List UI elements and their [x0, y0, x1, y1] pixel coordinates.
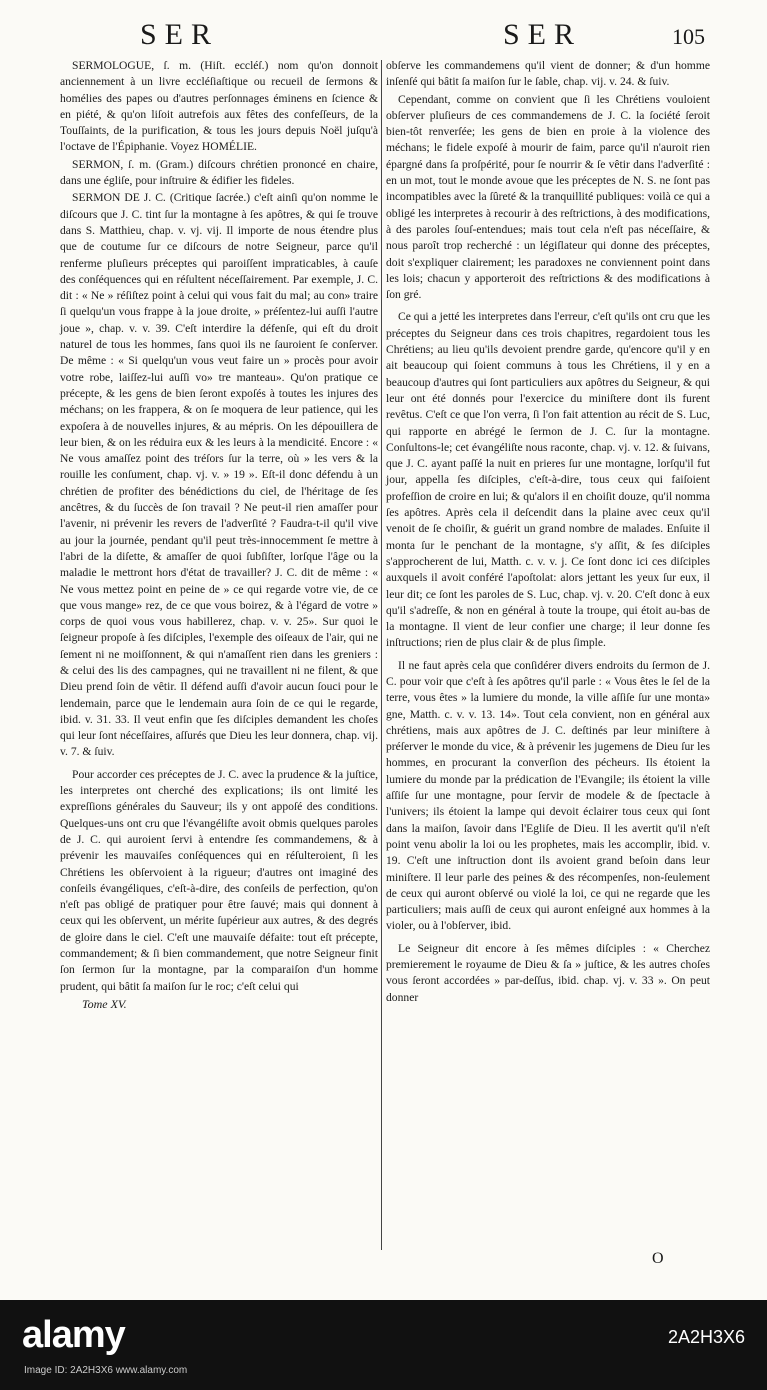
paragraph: Il ne faut après cela que conſidérer divers endroits du ſermon de J. C. pour voir que c'eſt à ſes apôtres qu'il parle : « Vous êtes le ſel de la terre, vous êtes » la lumiere du monde, la ville aſſiſe ſur une monta» gne, Matth. c. v. v. 13. 14». Tout cela convient, non en général aux chrétiens, mais aux apôtres de J. C. deſtinés par leur miniſtere à préſerver le monde du vice, & à prévenir les jugemens de Dieu ſur les hommes, en procurant la converſion des pécheurs. Ils étoient la lumiere du monde par la prédication de l'Evangile; ils étoient la ville aſſiſe ſur une montagne, pour ſervir de modele & de ſpectacle à l'univers; ils étoient la lampe qui devoit éclairer tous ceux qui ſont dans la maiſon, ſavoir dans l'Egliſe de Dieu. Il les avertit qu'il n'eſt point venu abolir la loi ou les prophetes, mais les accomplir, ibid. v. 19. C'eſt une inſtruction dont ils avoient grand beſoin dans leur miniſtere. Il leur parle des peines & des récompenſes, non-ſeulement de ceux qui auront obſervé ou violé la loi, ce qui ne regarde que les particuliers; mais auſſi de ceux qui auront enſeigné aux hommes à la violer, ou à l'obſerver, ibid. [386, 658, 710, 933]
image-code: 2A2H3X6 [667, 1327, 745, 1347]
paragraph: Cependant, comme on convient que ſi les Chrétiens vouloient obſerver pluſieurs de ces commandemens de J. C. la ſociété ſeroit bien-tôt renverſée; les gens de bien en proie à la violence des méchans; le fidele expoſé à mourir de faim, parce qu'il n'auroit rien épargné dans ſa proſpérité, pour ſe nourrir & ſe vêtir dans l'adverſité : en un mot, tout le monde avoue que les préceptes de N. S. ne ſont pas incompatibles avec la ſûreté & la tranquillité publiques: voilà ce qui a obligé les interpretes à recourir à des reſtrictions, à des modifications, à des paroles ſouſ-entendues; mais tout cela n'eſt pas néceſſaire, & nous paroît trop recherché : un légiſlateur qui donne des préceptes, doit s'expliquer clairement; les paradoxes ne conviennent point dans les lois; chacun y apporteroit des reſtrictions & des modifications à ſon gré. [386, 92, 710, 302]
paragraph-continued: obſerve les commandemens qu'il vient de donner; & d'un homme inſenſé qui bâtit ſa maiſon ſur le ſable, chap. vij. v. 24. & ſuiv. [386, 59, 710, 89]
column-divider [381, 60, 382, 1250]
left-column [60, 58, 378, 1012]
volume-signature: Tome XV. [82, 996, 127, 1011]
entry-sermologue: SERMOLOGUE, ſ. m. (Hiſt. eccléſ.) nom qu'on donnoit anciennement à un livre eccléſiaſtique ou recueil de ſermons & homélies des papes ou d'autres perſonnages éminens en ſcience & en piété, & qu'on liſoit autrefois aux fêtes des confeſſeurs, de la Touſſaints, de la purification, & tous les jours depuis Noël juſqu'à l'octave de l'Épiphanie. Voyez HOMÉLIE. [60, 59, 378, 154]
page-number: 105 [672, 24, 705, 49]
paragraph: Le Seigneur dit encore à ſes mêmes diſciples : « Cherchez premierement le royaume de Dieu & ſa » juſtice, & les autres choſes vous ſeront accordées » par-deſſus, ibid. chap. vj. v. 33 ». On peut donner [386, 941, 710, 1004]
entry-sermon: SERMON, ſ. m. (Gram.) diſcours chrétien prononcé en chaire, dans une égliſe, pour inſtruire & édifier les fideles. [60, 157, 378, 188]
image-id-line: Image ID: 2A2H3X6 www.alamy.com [24, 1365, 188, 1376]
paragraph: Pour accorder ces préceptes de J. C. avec la prudence & la juſtice, les interpretes ont cherché des explications; ils ont limité les expreſſions générales du Sauveur; ils y ont appoſé des conditions. Quelques-uns ont cru que l'évangéliſte avoit obmis quelques paroles de J. C. qui auroient ſervi à entendre ſes commandemens, & à prévenir les mauvaiſes conſéquences qui en réſulteroient, ſi les Chrétiens les obſervoient à la rigueur; d'autres ont imaginé des conſeils évangéliques, c'eſt-à-dire, des conſeils de perfection, qu'on n'eſt pas obligé de pratiquer pour être ſauvé; mais qui donnent à ceux qui les obſervent, un mérite ſupérieur aux autres, & des degrés de gloire dans le ciel. C'eſt une mauvaiſe défaite: tout eſt précepte, commandement; & ſi bien commandement, que notre Seigneur finit ſon ſermon ſur la montagne, par la comparaiſon d'un homme prudent, qui bâtit ſa maiſon ſur le roc; c'eſt celui qui [60, 767, 378, 993]
running-head-left: SER [140, 18, 220, 51]
alamy-logo: alamy [22, 1314, 125, 1356]
watermark-footer [0, 1300, 767, 1390]
running-head-right: SER [503, 18, 583, 51]
right-column [386, 58, 710, 1006]
entry-sermon-de-jc: SERMON DE J. C. (Critique ſacrée.) c'eſt ainſi qu'on nomme le diſcours que J. C. tint ſur la montagne à ſes apôtres, & qui ſe trouve dans S. Matthieu, chap. v. vj. vij. Il importe de nous étendre plus que de coutume ſur ce diſcours de notre Seigneur, parce qu'il renferme pluſieurs préceptes qui paroiſſent impraticables, à cauſe des conſéquences qui en réſultent néceſſairement. Par exemple, J. C. dit : « Ne » réſiſtez point à celui qui vous fait du mal; au con» traire ſi quelqu'un vous frappe à la joue droite, » préſentez-lui auſſi l'autre joue », chap. v. v. 39. C'eſt interdire la défenſe, qui eſt du droit naturel de tous les hommes, ſans quoi ils ne ſauroient ſe conſerver. De même : « Si quelqu'un vous veut faire un » procès pour avoir votre robe, laiſſez-lui auſſi vo» tre manteau». Qu'on pratique ce précepte, & les gens de bien ſeront expoſés à toutes les injures des méchans; on les frappera, & on ſe moquera de leur patience, qui les expoſera à de nouvelles injures, & au mépris. On les dépouillera de leur bien, & on les réduira eux & les leurs à la mendicité. Encore : « Ne vous amaſſez point des tréſors ſur la terre, où » les vers & la rouille les conſument, chap. vj. v. » 19 ». Eſt-il donc défendu à un chrétien de profiter des bénédictions du ciel, de l'héritage de ſes ancêtres, & du ſuccès de ſon travail ? Ne peut-il rien amaſſer pour l'avenir, ni prévenir les revers de l'adverſité ? Faudra-t-il qu'il vive au jour la journée, pendant qu'il peut très-innocemment ſe mettre à l'abri de la diſette, & amaſſer de quoi ſubſiſter, lorſque l'âge ou la maladie le mettront hors d'état de travailler? J. C. dit de même : « Ne vous mettez point en peine de » ce qui regarde votre vie, de ce que vous mange» rez, de ce que vous boirez, & à l'égard de votre » corps de quoi vous vous habillerez, chap. v. v. 25». Sur quoi le ſeigneur propoſe à ſes diſciples, l'exemple des oiſeaux de l'air, qui ne ſement ni ne moiſſonnent, & qui n'amaſſent rien dans les greniers : & celui des lis des campagnes, qui ne travaillent ni ne filent, & que Dieu prend ſoin de vêtir. Il défend auſſi d'avoir aucun ſouci pour le lendemain, parce que le lendemain aura ſoin de ce qui le regarde, ibid. v. 31. 33. Il veut enfin que ſes diſciples demandent les choſes qui leur ſont néceſſaires, aſſurés que Dieu les leur donnera, chap. vij. v. 7. & ſuiv. [60, 191, 378, 759]
signature-mark: O [652, 1250, 664, 1267]
paragraph: Ce qui a jetté les interpretes dans l'erreur, c'eſt qu'ils ont cru que les préceptes du Seigneur dans ces trois chapitres, regardoient tous les Chrétiens; au lieu qu'ils devoient prendre garde, qu'encore qu'il y en ait beaucoup qui ſoient communs à tous les Chrétiens, il y en a beaucoup d'autres qui ſont particuliers aux apôtres du Seigneur, & qui leur ont été donnés pour l'exercice du miniſtere dont ils furent revêtus. C'eſt ce que l'on verra, ſi l'on fait attention au récit de S. Luc, qui rapporte en abrégé le ſermon de J. C. ſur la montagne. Conſultons-le; cet évangéliſte nous raconte, chap. vj. v. 12. & ſuivans, que J. C. ayant paſſé la nuit en prieres ſur une montagne, lorſqu'il fut jour, appella ſes diſciples, c'eſt-à-dire, tous ceux qui faiſoient profeſſion de croire en lui; & qu'alors il en choiſit douze, qu'il nomma ſes apôtres. Après cela il deſcendit dans la plaine avec ceux qu'il venoit de ſe choiſir, & guérit un grand nombre de malades. Enſuite il monta ſur le penchant de la montagne, s'y aſſit, & ſes diſciples s'approcherent de lui, Matth. c. v. v. j. Ce ſont donc ici ces diſciples auxquels il avoit conféré l'apoſtolat: alors jettant les yeux ſur eux, il leur dit; ce ſont les paroles de S. Luc, chap. vj. v. 20. C'eſt donc à eux qu'il s'adreſſe, & non en général à toute la troupe, qui étoit au-bas de la montagne. Il vient de leur confier une charge; il leur donne ſes inſtructions; rien de plus clair & de plus ſimple. [386, 310, 710, 650]
